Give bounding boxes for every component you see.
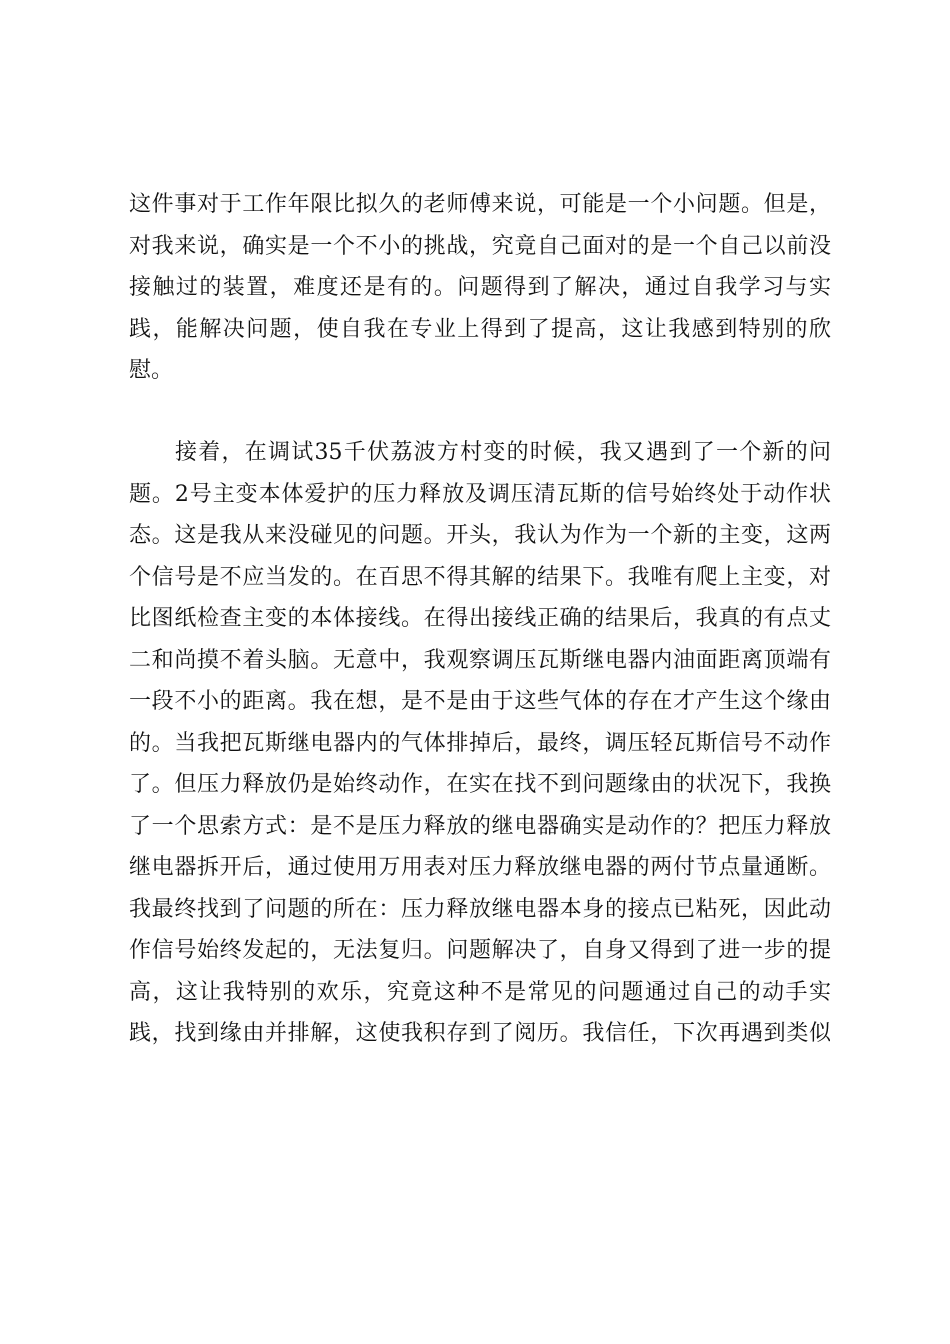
paragraph-line: 一段不小的距离。我在想，是不是由于这些气体的存在才产生这个缘由: [129, 689, 831, 714]
paragraph-line: 对我来说，确实是一个不小的挑战，究竟自己面对的是一个自己以前没: [129, 233, 831, 259]
paragraph-line: 比图纸检查主变的本体接线。在得出接线正确的结果后，我真的有点丈: [129, 606, 831, 631]
paragraph-line: 二和尚摸不着头脑。无意中，我观察调压瓦斯继电器内油面距离顶端有: [129, 647, 831, 673]
paragraph-line: 我最终找到了问题的所在：压力释放继电器本身的接点已粘死，因此动: [129, 896, 831, 922]
paragraph-line: 继电器拆开后，通过使用万用表对压力释放继电器的两付节点量通断。: [129, 855, 831, 880]
paragraph-line: 高，这让我特别的欢乐，究竟这种不是常见的问题通过自己的动手实: [129, 979, 831, 1005]
paragraph-1: [129, 184, 831, 392]
paragraph-line: 了。但压力释放仍是始终动作，在实在找不到问题缘由的状况下，我换: [129, 772, 831, 797]
paragraph-line: 接触过的装置，难度还是有的。问题得到了解决，通过自我学习与实: [129, 275, 831, 300]
paragraph-line: 个信号是不应当发的。在百思不得其解的结果下。我唯有爬上主变，对: [129, 564, 831, 590]
paragraph-line: 慰。: [129, 358, 174, 383]
paragraph-line: 这件事对于工作年限比拟久的老师傅来说，可能是一个小问题。但是，: [129, 192, 831, 217]
paragraph-line: 态。这是我从来没碰见的问题。开头，我认为作为一个新的主变，这两: [129, 523, 831, 548]
paragraph-line: 践，能解决问题，使自我在专业上得到了提高，这让我感到特别的欣: [129, 316, 831, 342]
paragraph-line: 的。当我把瓦斯继电器内的气体排掉后，最终，调压轻瓦斯信号不动作: [129, 730, 831, 756]
paragraph-line: 作信号始终发起的，无法复归。问题解决了，自身又得到了进一步的提: [129, 938, 831, 963]
paragraph-line: 题。2号主变本体爱护的压力释放及调压清瓦斯的信号始终处于动作状: [129, 481, 831, 507]
paragraph-line: 接着，在调试35千伏荔波方村变的时候，我又遇到了一个新的问: [175, 440, 831, 465]
paragraph-line: 践，找到缘由并排解，这使我积存到了阅历。我信任，下次再遇到类似: [129, 1021, 831, 1046]
paragraph-2: [129, 432, 831, 1055]
paragraph-line: 了一个思索方式：是不是压力释放的继电器确实是动作的？把压力释放: [129, 813, 831, 839]
